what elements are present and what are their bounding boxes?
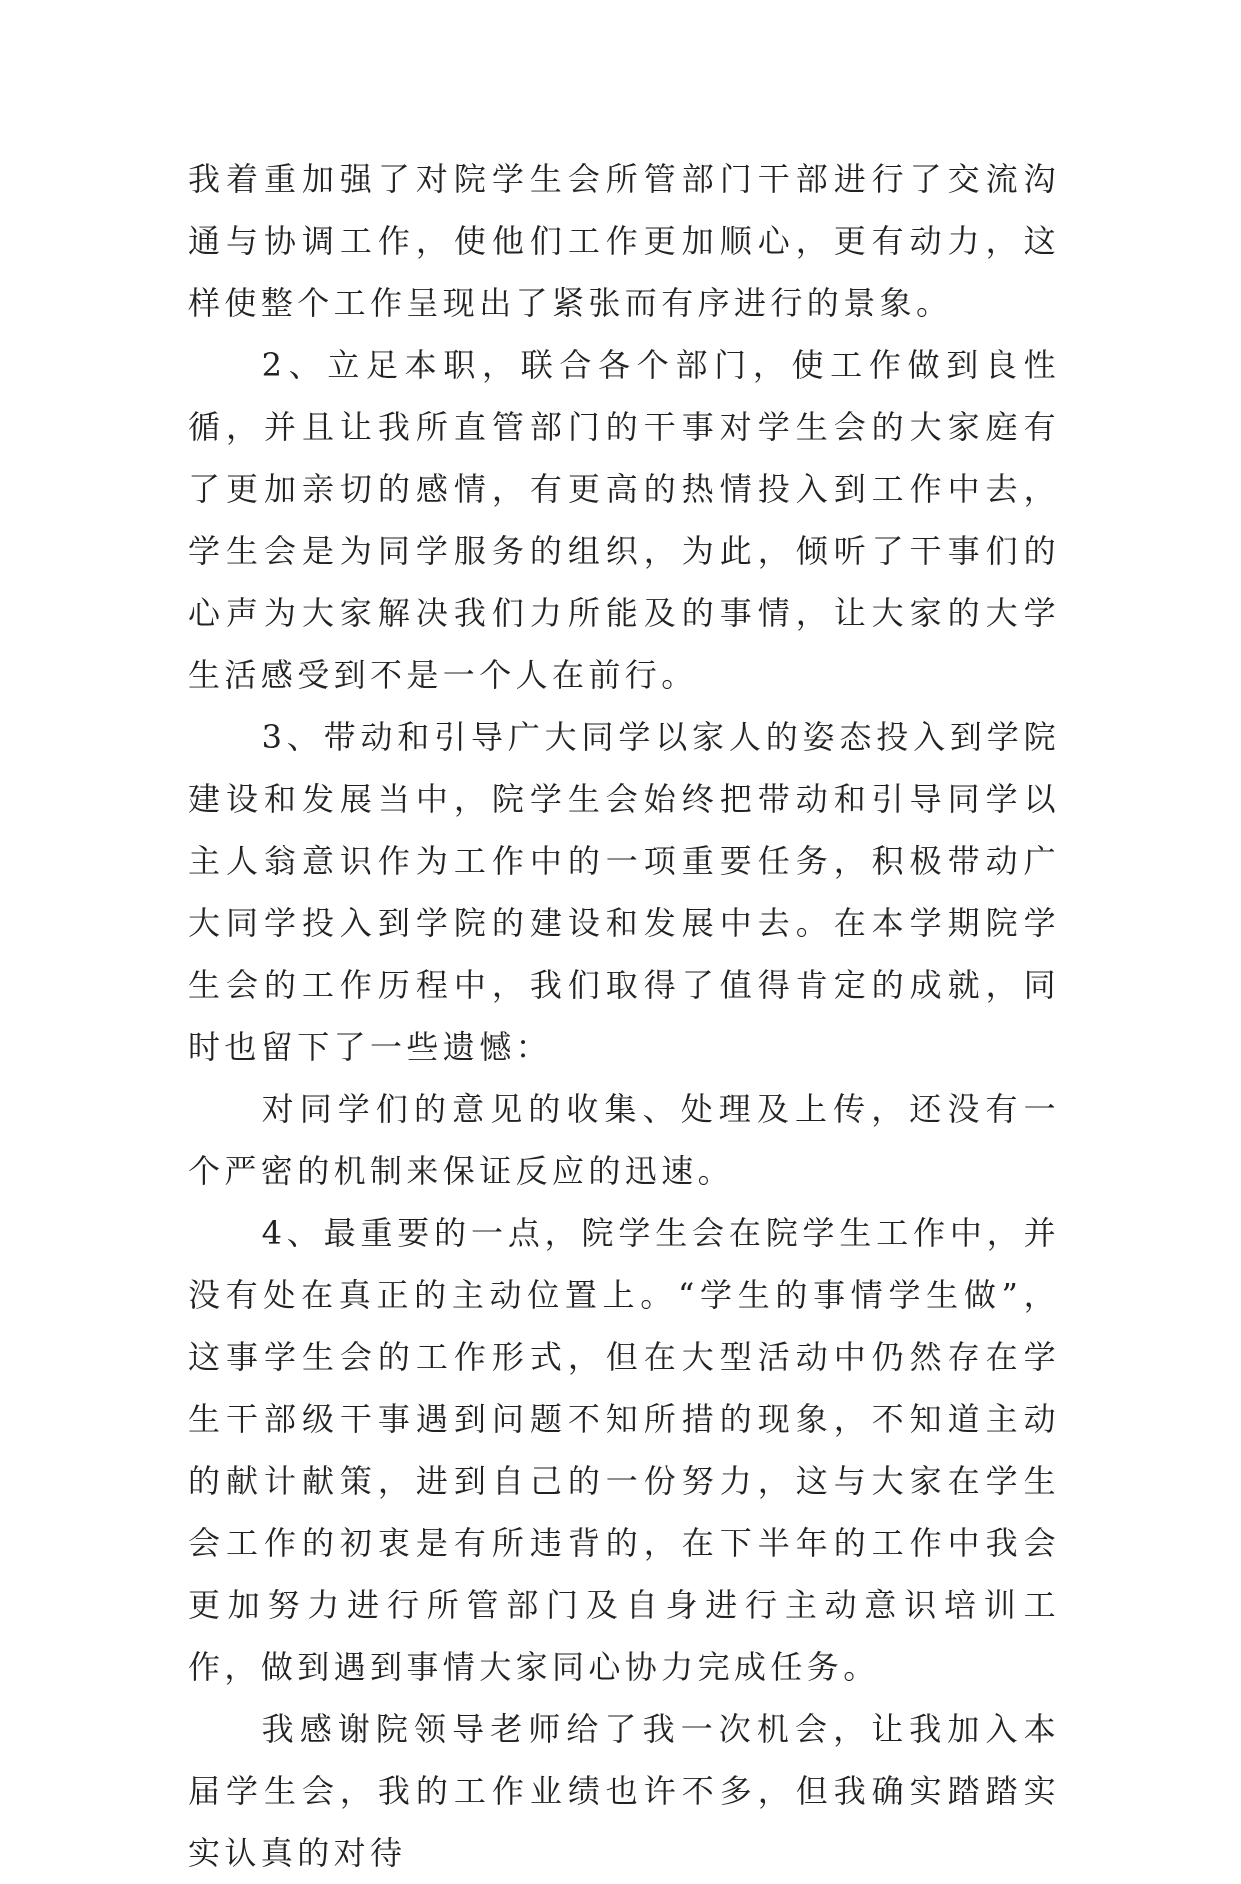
paragraph-thanks: 我感谢院领导老师给了我一次机会，让我加入本届学生会，我的工作业绩也许不多，但我确实踏踏实实认真的对待: [188, 1710, 1060, 1872]
paragraph-continuation: 我着重加强了对院学生会所管部门干部进行了交流沟通与协调工作，使他们工作更加顺心，更有动力，这样使整个工作呈现出了紧张而有序进行的景象。: [188, 160, 1060, 322]
paragraph-item-2: 2、立足本职，联合各个部门，使工作做到良性循，并且让我所直管部门的干事对学生会的大家庭有了更加亲切的感情，有更高的热情投入到工作中去，学生会是为同学服务的组织，为此，倾听了干事们的心声为大家解决我们力所能及的事情，让大家的大学生活感受到不是一个人在前行。: [188, 346, 1060, 694]
paragraph-item-4: 4、最重要的一点，院学生会在院学生工作中，并没有处在真正的主动位置上。“学生的事情学生做”，这事学生会的工作形式，但在大型活动中仍然存在学生干部级干事遇到问题不知所措的现象，不知道主动的献计献策，进到自己的一份努力，这与大家在学生会工作的初衷是有所违背的，在下半年的工作中我会更加努力进行所管部门及自身进行主动意识培训工作，做到遇到事情大家同心协力完成任务。: [188, 1214, 1060, 1686]
paragraph-feedback-note: 对同学们的意见的收集、处理及上传，还没有一个严密的机制来保证反应的迅速。: [188, 1090, 1060, 1190]
document-body: [188, 148, 1060, 1884]
paragraph-item-3: 3、带动和引导广大同学以家人的姿态投入到学院建设和发展当中，院学生会始终把带动和引导同学以主人翁意识作为工作中的一项重要任务，积极带动广大同学投入到学院的建设和发展中去。在本学期院学生会的工作历程中，我们取得了值得肯定的成就，同时也留下了一些遗憾：: [188, 718, 1060, 1066]
